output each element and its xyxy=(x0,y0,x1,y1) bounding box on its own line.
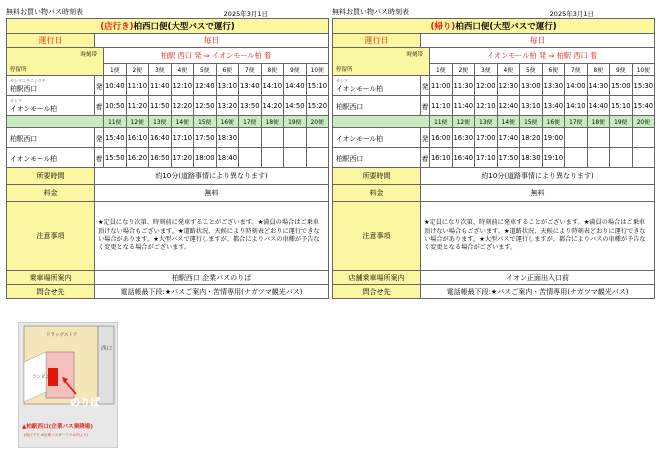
notes-row xyxy=(7,202,329,271)
time-cell: 17:20 xyxy=(171,148,194,168)
timetable-header xyxy=(6,6,328,18)
boarding-value: イオン正面出入口前 xyxy=(421,271,655,285)
time-cell: 11:10 xyxy=(430,96,453,116)
bus-number: 17便 xyxy=(239,116,262,128)
timetable-title: 無料お買い物バス時刻表 xyxy=(6,8,83,16)
notes-text: ★定員になり次第、時刻前に発車することがございます。★満員の場合はご乗車頂けない場合もございます。★道路状況、天候により時刻表どおりに運行できない場合があります。★大型バスで運行しますが、都合によりバスの車種が予告なく変更となる場合がございます。 xyxy=(421,202,655,271)
fare-label: 料金 xyxy=(7,185,95,202)
time-cell: 16:10 xyxy=(430,148,453,168)
bus-number: 9便 xyxy=(284,64,307,76)
bus-number: 20便 xyxy=(306,116,329,128)
time-cell: 10:50 xyxy=(104,96,127,116)
time-cell: 13:20 xyxy=(216,96,239,116)
direction: 発 xyxy=(95,76,104,96)
time-cell xyxy=(610,128,633,148)
time-cell: 17:00 xyxy=(475,128,498,148)
time-cell: 12:30 xyxy=(497,76,520,96)
time-cell: 11:40 xyxy=(452,96,475,116)
time-cell: 16:20 xyxy=(126,148,149,168)
map-station-label: 西口 xyxy=(101,346,113,352)
bus-number: 4便 xyxy=(497,64,520,76)
departure-row xyxy=(333,76,655,96)
timetable-return xyxy=(332,6,654,299)
timetable-date: 2025年3月1日 xyxy=(223,10,268,18)
time-cell xyxy=(587,128,610,148)
time-cell: 19:10 xyxy=(542,148,565,168)
duration-value: 約10分(道路事情により異なります) xyxy=(95,168,329,185)
time-cell: 11:20 xyxy=(126,96,149,116)
notes-text: ★定員になり次第、時刻前に発車することがございます。★満員の場合はご乗車頂けない場合もございます。★道路状況、天候により時刻表どおりに運行できない場合があります。★大型バスで運行しますが、都合によりバスの車種が予告なく変更となる場合がございます。 xyxy=(95,202,329,271)
time-cell: 12:40 xyxy=(497,96,520,116)
time-cell: 10:40 xyxy=(104,76,127,96)
bus-number: 9便 xyxy=(610,64,633,76)
time-cell: 12:40 xyxy=(194,76,217,96)
bus-number: 16便 xyxy=(542,116,565,128)
duration-row xyxy=(7,168,329,185)
contact-value: 電話帳最下段:★バスご案内・苦情専用(ナガツマ観光バス) xyxy=(421,285,655,299)
time-cell: 17:50 xyxy=(194,128,217,148)
time-cell xyxy=(284,148,307,168)
map-conveni-label: コンビニ xyxy=(32,375,50,380)
time-cell: 18:20 xyxy=(520,128,543,148)
time-cell: 14:30 xyxy=(587,76,610,96)
direction: 発 xyxy=(421,76,430,96)
bus-number: 6便 xyxy=(216,64,239,76)
map-svg xyxy=(18,322,118,448)
bus-number: 3便 xyxy=(149,64,172,76)
bus-number: 20便 xyxy=(632,116,655,128)
map-noriba-label: のりば xyxy=(70,398,100,409)
duration-row xyxy=(333,168,655,185)
bus-number: 7便 xyxy=(565,64,588,76)
time-cell: 14:50 xyxy=(284,96,307,116)
operation-row xyxy=(7,34,329,48)
direction: 着 xyxy=(95,96,104,116)
notes-label: 注意事項 xyxy=(7,202,95,271)
stop-name: イオンモール柏 xyxy=(7,148,95,168)
arrival-row xyxy=(333,96,655,116)
stop-label: 停留所 xyxy=(336,67,353,73)
stop-name: 柏駅西口 xyxy=(333,96,421,116)
direction: 発 xyxy=(95,128,104,148)
stop-name: 柏駅西口 xyxy=(7,128,95,148)
bus-number: 11便 xyxy=(104,116,127,128)
route-prefix: (店行き) xyxy=(100,22,134,32)
bus-number: 14便 xyxy=(497,116,520,128)
direction: 着 xyxy=(421,148,430,168)
time-cell: 14:20 xyxy=(261,96,284,116)
time-cell: 12:00 xyxy=(475,76,498,96)
time-cell: 14:40 xyxy=(587,96,610,116)
notes-row xyxy=(333,202,655,271)
time-cell: 17:40 xyxy=(497,128,520,148)
route-main: 柏西口便(大型バスで運行) xyxy=(133,22,235,32)
operation-label: 運行日 xyxy=(333,34,421,48)
boarding-row xyxy=(333,271,655,285)
time-cell xyxy=(632,148,655,168)
bus-number: 6便 xyxy=(542,64,565,76)
time-cell: 13:30 xyxy=(542,76,565,96)
time-cell: 14:00 xyxy=(565,76,588,96)
time-cell: 19:00 xyxy=(542,128,565,148)
time-cell: 18:00 xyxy=(194,148,217,168)
stop-name xyxy=(333,76,421,96)
timetable-date: 2025年3月1日 xyxy=(549,10,594,18)
time-cell: 12:20 xyxy=(171,96,194,116)
operation-row xyxy=(333,34,655,48)
time-cell: 15:40 xyxy=(104,128,127,148)
route-prefix: (帰り) xyxy=(430,22,456,32)
contact-label: 問合せ先 xyxy=(7,285,95,299)
bus-number: 12便 xyxy=(452,116,475,128)
fare-label: 料金 xyxy=(333,185,421,202)
blank-cell xyxy=(333,116,430,128)
bus-number: 18便 xyxy=(261,116,284,128)
route-main: 柏西口便(大型バスで運行) xyxy=(455,22,557,32)
time-cell xyxy=(239,148,262,168)
duration-label: 所要時間 xyxy=(333,168,421,185)
duration-label: 所要時間 xyxy=(7,168,95,185)
operation-label: 運行日 xyxy=(7,34,95,48)
time-cell: 15:40 xyxy=(632,96,655,116)
departure-row xyxy=(333,128,655,148)
timetable-table xyxy=(332,18,655,299)
time-cell: 17:10 xyxy=(171,128,194,148)
time-cell: 13:00 xyxy=(520,76,543,96)
time-cell: 16:40 xyxy=(452,148,475,168)
bus-number: 5便 xyxy=(194,64,217,76)
time-cell: 11:50 xyxy=(149,96,172,116)
bus-number: 3便 xyxy=(475,64,498,76)
time-cell: 16:00 xyxy=(430,128,453,148)
time-cell: 15:00 xyxy=(610,76,633,96)
route-header-row xyxy=(7,48,329,64)
timetable-table xyxy=(6,18,329,299)
bus-number: 12便 xyxy=(126,116,149,128)
stop-name xyxy=(7,76,95,96)
stop-ruby: カシワ xyxy=(10,98,22,103)
time-cell xyxy=(284,128,307,148)
direction: 着 xyxy=(95,148,104,168)
stop-ruby: カシワエキニシグチ xyxy=(10,78,46,83)
fare-value: 無料 xyxy=(421,185,655,202)
stop-name-text: イオンモール柏 xyxy=(336,85,383,93)
time-cell: 16:50 xyxy=(149,148,172,168)
departure-row xyxy=(7,76,329,96)
contact-label: 問合せ先 xyxy=(333,285,421,299)
stop-ruby: カシワ xyxy=(336,78,348,83)
time-cell: 18:30 xyxy=(520,148,543,168)
timetable-outbound xyxy=(6,6,328,299)
direction: 発 xyxy=(421,128,430,148)
bus-number: 2便 xyxy=(126,64,149,76)
arrival-row xyxy=(7,148,329,168)
bus-number: 1便 xyxy=(430,64,453,76)
time-cell: 15:10 xyxy=(610,96,633,116)
stop-name-text: 柏駅西口 xyxy=(10,85,38,93)
timetable-header xyxy=(332,6,654,18)
boarding-row xyxy=(7,271,329,285)
route-header-row xyxy=(333,48,655,64)
time-cell: 11:10 xyxy=(126,76,149,96)
route-text: イオンモール柏 発 ⇒ 柏駅 西口 着 xyxy=(430,48,655,64)
notes-label: 注意事項 xyxy=(333,202,421,271)
departure-row xyxy=(7,128,329,148)
time-cell: 17:10 xyxy=(475,148,498,168)
time-cell: 14:10 xyxy=(565,96,588,116)
bus-number: 16便 xyxy=(216,116,239,128)
timetable-title: 無料お買い物バス時刻表 xyxy=(332,8,409,16)
bus-number: 15便 xyxy=(520,116,543,128)
fare-row xyxy=(333,185,655,202)
time-cell: 12:10 xyxy=(171,76,194,96)
time-cell xyxy=(632,128,655,148)
stop-name xyxy=(7,96,95,116)
time-cell: 11:00 xyxy=(430,76,453,96)
time-cell xyxy=(587,148,610,168)
fare-value: 無料 xyxy=(95,185,329,202)
time-cell: 12:50 xyxy=(194,96,217,116)
time-cell: 15:30 xyxy=(632,76,655,96)
bus-number: 4便 xyxy=(171,64,194,76)
bus-number: 19便 xyxy=(610,116,633,128)
time-cell: 18:40 xyxy=(216,148,239,168)
route-title-row xyxy=(333,19,655,34)
bus-number: 13便 xyxy=(475,116,498,128)
boarding-label: 乗車場所案内 xyxy=(7,271,95,285)
bus-number: 18便 xyxy=(587,116,610,128)
bus-number: 2便 xyxy=(452,64,475,76)
time-cell: 16:30 xyxy=(452,128,475,148)
stop-label: 停留所 xyxy=(10,67,27,73)
time-cell: 17:50 xyxy=(497,148,520,168)
time-cell: 13:10 xyxy=(520,96,543,116)
stop-time-header xyxy=(7,48,104,76)
time-cell: 11:40 xyxy=(149,76,172,96)
time-cell: 15:50 xyxy=(104,148,127,168)
stop-name-text: イオンモール柏 xyxy=(10,105,57,113)
bus-number: 1便 xyxy=(104,64,127,76)
blank-cell xyxy=(7,116,104,128)
map-station-building xyxy=(98,326,114,404)
time-cell: 16:10 xyxy=(126,128,149,148)
time-cell: 12:10 xyxy=(475,96,498,116)
time-cell xyxy=(306,148,329,168)
time-band-label: 時刻帯 xyxy=(80,52,97,58)
arrival-row xyxy=(333,148,655,168)
time-cell xyxy=(261,148,284,168)
stop-name: イオンモール柏 xyxy=(333,128,421,148)
operation-value: 毎日 xyxy=(95,34,329,48)
time-cell: 13:50 xyxy=(239,96,262,116)
time-band-label: 時刻帯 xyxy=(406,52,423,58)
time-cell: 11:30 xyxy=(452,76,475,96)
bus-number-row xyxy=(7,116,329,128)
map-caption: ▲柏駅西口(企業バス乗降場) xyxy=(22,424,93,430)
contact-value: 電話帳最下段:★バスご案内・苦情専用(ナガツマ観光バス) xyxy=(95,285,329,299)
direction: 着 xyxy=(421,96,430,116)
time-cell: 15:10 xyxy=(306,76,329,96)
bus-number: 15便 xyxy=(194,116,217,128)
boarding-label: 店舗乗車場所案内 xyxy=(333,271,421,285)
time-cell: 14:40 xyxy=(284,76,307,96)
time-cell: 14:10 xyxy=(261,76,284,96)
bus-number: 17便 xyxy=(565,116,588,128)
time-cell xyxy=(610,148,633,168)
time-cell: 15:20 xyxy=(306,96,329,116)
bus-number: 10便 xyxy=(632,64,655,76)
duration-value: 約10分(道路事情により異なります) xyxy=(421,168,655,185)
time-cell: 16:40 xyxy=(149,128,172,148)
time-cell xyxy=(565,148,588,168)
route-title-row xyxy=(7,19,329,34)
time-cell: 13:40 xyxy=(542,96,565,116)
bus-number: 13便 xyxy=(149,116,172,128)
arrival-row xyxy=(7,96,329,116)
contact-row xyxy=(7,285,329,299)
time-cell xyxy=(261,128,284,148)
time-cell xyxy=(306,128,329,148)
bus-number: 14便 xyxy=(171,116,194,128)
stop-name: 柏駅西口 xyxy=(333,148,421,168)
stop-time-header xyxy=(333,48,430,76)
time-cell: 18:30 xyxy=(216,128,239,148)
boarding-value: 柏駅西口 企業バスのりば xyxy=(95,271,329,285)
time-cell xyxy=(565,128,588,148)
fare-row xyxy=(7,185,329,202)
time-cell xyxy=(239,128,262,148)
map-subcaption: (西口下り ※企業バスターミナル内より) xyxy=(24,433,89,437)
contact-row xyxy=(333,285,655,299)
bus-number-row xyxy=(333,116,655,128)
bus-number: 8便 xyxy=(587,64,610,76)
boarding-map xyxy=(18,322,118,448)
bus-number: 10便 xyxy=(306,64,329,76)
bus-number: 8便 xyxy=(261,64,284,76)
bus-number: 7便 xyxy=(239,64,262,76)
time-cell: 13:40 xyxy=(239,76,262,96)
bus-number: 5便 xyxy=(520,64,543,76)
route-text: 柏駅 西口 発 ⇒ イオンモール柏 着 xyxy=(104,48,329,64)
map-drugstore-label: ドラッグストア xyxy=(46,333,78,338)
time-cell: 13:10 xyxy=(216,76,239,96)
bus-number: 11便 xyxy=(430,116,453,128)
operation-value: 毎日 xyxy=(421,34,655,48)
bus-number: 19便 xyxy=(284,116,307,128)
